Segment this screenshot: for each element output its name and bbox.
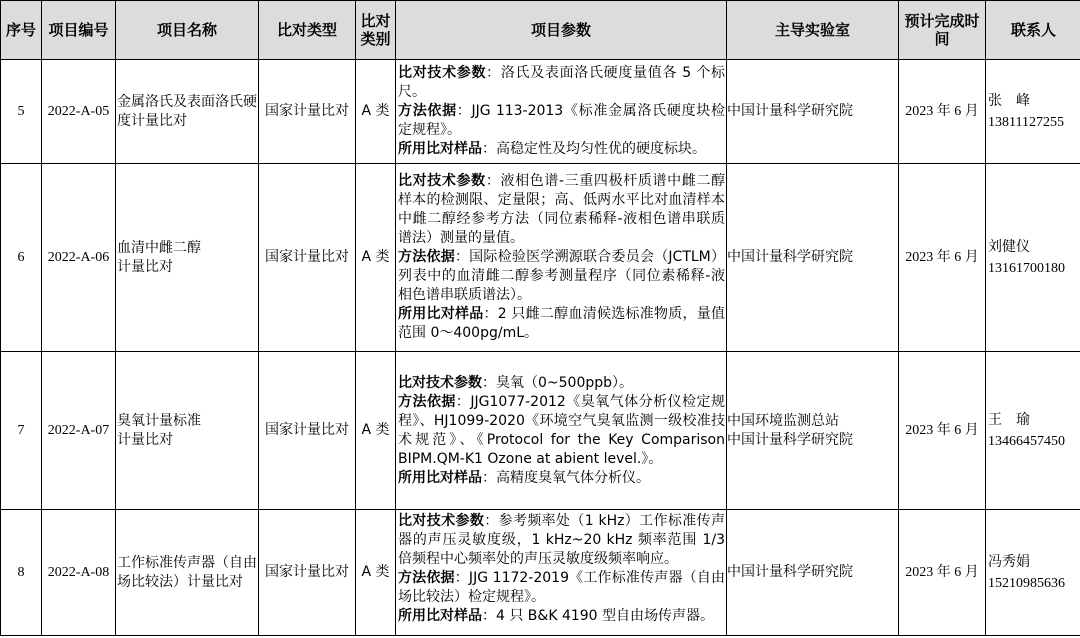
- row-code: 2022-A-05: [42, 60, 116, 164]
- params-method: [398, 393, 725, 469]
- row-params: [396, 510, 727, 636]
- row-code: 2022-A-06: [42, 164, 116, 352]
- row-seq: 8: [1, 510, 42, 636]
- params-sample: [398, 607, 725, 626]
- method-text: ：JJG1077-2012《臭氧气体分析仪检定规程》、HJ1099-2020《环境空气臭氧监测一级校准技术规范》、《Protocol for the Key Comparison BIPM.QM-K1 Ozone at abient level.》。: [398, 393, 726, 467]
- row-name-text: 血清中雌二醇计量比对: [117, 239, 201, 275]
- header-params: 项目参数: [396, 1, 727, 60]
- row-lab: 中国计量科学研究院: [727, 60, 899, 164]
- row-params: [396, 60, 727, 164]
- row-category: A 类: [356, 352, 396, 510]
- params-tech: [398, 512, 725, 569]
- row-lab: 中国计量科学研究院: [727, 510, 899, 636]
- params-method: [398, 102, 725, 140]
- row-contact: [986, 60, 1080, 164]
- params-method: [398, 248, 725, 305]
- row-time: 2023 年 6 月: [899, 510, 986, 636]
- row-contact: [986, 352, 1080, 510]
- header-category: [356, 1, 396, 60]
- sample-label: 所用比对样品: [398, 469, 482, 486]
- contact-phone: 13811127255: [988, 114, 1064, 130]
- row-lab: [727, 352, 899, 510]
- sample-label: 所用比对样品: [398, 608, 482, 624]
- row-params: [396, 352, 727, 510]
- row-name: [116, 164, 259, 352]
- params-tech: [398, 64, 725, 102]
- method-label: 方法依据: [398, 103, 457, 119]
- lab-primary: 中国环境监测总站: [727, 412, 839, 429]
- row-type: 国家计量比对: [259, 164, 356, 352]
- method-text: ：JJG 113-2013《标准金属洛氏硬度块检定规程》。: [398, 103, 726, 138]
- params-method: [398, 569, 725, 607]
- params-sample: [398, 140, 725, 159]
- header-seq: 序号: [1, 1, 42, 60]
- header-contact: 联系人: [986, 1, 1080, 60]
- row-category: A 类: [356, 510, 396, 636]
- method-text: ：JJG 1172-2019《工作标准传声器（自由场比较法）检定规程》。: [398, 570, 726, 605]
- header-row: [1, 1, 1080, 60]
- row-seq: 6: [1, 164, 42, 352]
- tech-text: ：洛氏及表面洛氏硬度量值各 5 个标尺。: [398, 65, 726, 100]
- header-code: 项目编号: [42, 1, 116, 60]
- contact-name: 王 瑜: [988, 411, 1030, 428]
- lab-secondary: 中国计量科学研究院: [727, 431, 853, 448]
- tech-text: ：参考频率处（1 kHz）工作标准传声器的声压灵敏度级，1 kHz~20 kHz 频率范围 1/3 倍频程中心频率处的声压灵敏度级频率响应。: [398, 513, 725, 567]
- header-time-text: 预计完成时间: [904, 12, 980, 48]
- table-row: [1, 60, 1080, 164]
- contact-phone: 13161700180: [988, 260, 1065, 276]
- table-row: [1, 510, 1080, 636]
- row-lab: 中国计量科学研究院: [727, 164, 899, 352]
- tech-label: 比对技术参数: [398, 173, 486, 189]
- header-time: [899, 1, 986, 60]
- method-label: 方法依据: [398, 570, 455, 586]
- table-row: [1, 164, 1080, 352]
- row-code: 2022-A-07: [42, 352, 116, 510]
- row-params: [396, 164, 727, 352]
- tech-label: 比对技术参数: [398, 65, 487, 81]
- row-category: A 类: [356, 164, 396, 352]
- row-type: 国家计量比对: [259, 510, 356, 636]
- row-time: 2023 年 6 月: [899, 352, 986, 510]
- sample-label: 所用比对样品: [398, 141, 482, 157]
- header-type: 比对类型: [259, 1, 356, 60]
- contact-name: 张 峰: [988, 92, 1030, 109]
- method-label: 方法依据: [398, 249, 455, 265]
- row-name: 工作标准传声器（自由场比较法）计量比对: [116, 510, 259, 636]
- contact-name: 冯秀娟: [988, 553, 1030, 570]
- row-name: 金属洛氏及表面洛氏硬度计量比对: [116, 60, 259, 164]
- method-label: 方法依据: [398, 393, 456, 410]
- params-tech: [398, 374, 725, 393]
- sample-text: ：2 只雌二醇血清候选标准物质，量值范围 0～400pg/mL。: [398, 306, 726, 341]
- params-tech: [398, 172, 725, 248]
- table-row: [1, 352, 1080, 510]
- row-type: 国家计量比对: [259, 60, 356, 164]
- tech-text: ：臭氧（0~500ppb）。: [482, 374, 634, 391]
- row-contact: [986, 510, 1080, 636]
- row-name-text: 臭氧计量标准计量比对: [117, 412, 201, 448]
- row-time: 2023 年 6 月: [899, 60, 986, 164]
- tech-label: 比对技术参数: [398, 513, 485, 529]
- header-name: 项目名称: [116, 1, 259, 60]
- tech-text: ：液相色谱-三重四极杆质谱中雌二醇样本的检测限、定量限；高、低两水平比对血清样本中雌二醇经参考方法（同位素稀释-液相色谱串联质谱法）测量的量值。: [398, 173, 725, 246]
- sample-text: ：高稳定性及均匀性优的硬度标块。: [482, 141, 706, 157]
- row-code: 2022-A-08: [42, 510, 116, 636]
- contact-phone: 15210985636: [988, 575, 1065, 591]
- row-type: 国家计量比对: [259, 352, 356, 510]
- header-category-text: 比对类别: [360, 12, 391, 48]
- sample-text: ：4 只 B&K 4190 型自由场传声器。: [482, 608, 715, 624]
- row-seq: 7: [1, 352, 42, 510]
- contact-name: 刘健仪: [988, 238, 1030, 255]
- tech-label: 比对技术参数: [398, 374, 482, 391]
- row-time: 2023 年 6 月: [899, 164, 986, 352]
- header-lab: 主导实验室: [727, 1, 899, 60]
- row-name: [116, 352, 259, 510]
- contact-phone: 13466457450: [988, 433, 1065, 449]
- row-seq: 5: [1, 60, 42, 164]
- params-sample: [398, 305, 725, 343]
- row-category: A 类: [356, 60, 396, 164]
- method-text: ：国际检验医学溯源联合委员会（JCTLM）列表中的血清雌二醇参考测量程序（同位素稀释-液相色谱串联质谱法）。: [398, 249, 725, 303]
- sample-text: ：高精度臭氧气体分析仪。: [482, 469, 650, 486]
- params-sample: [398, 469, 725, 488]
- row-contact: [986, 164, 1080, 352]
- sample-label: 所用比对样品: [398, 306, 484, 322]
